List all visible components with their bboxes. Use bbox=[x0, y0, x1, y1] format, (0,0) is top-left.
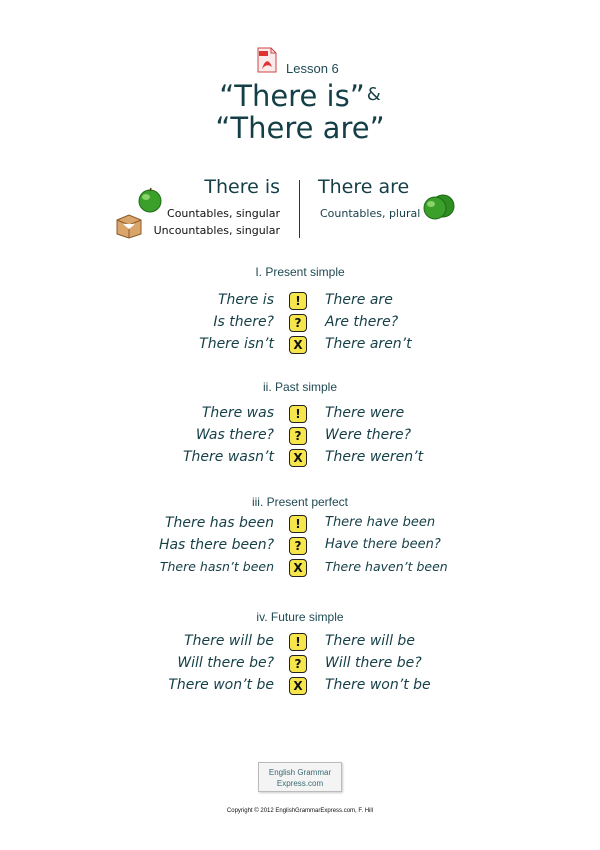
table-row bbox=[0, 449, 600, 471]
title-ampersand: & bbox=[366, 84, 381, 105]
question-icon: ? bbox=[289, 314, 307, 332]
logo-line1: English Grammar bbox=[268, 768, 332, 777]
copyright-text: Copyright © 2012 EnglishGrammarExpress.com, F. Hill bbox=[226, 808, 374, 814]
cross-icon: X bbox=[289, 559, 307, 577]
table-row bbox=[0, 655, 600, 677]
table-row bbox=[0, 677, 600, 699]
section-title-present-simple: I. Present simple bbox=[255, 265, 345, 279]
logo-line2: Express.com bbox=[276, 779, 324, 788]
row-left: Will there be? bbox=[177, 655, 274, 671]
row-left: There won’t be bbox=[168, 677, 274, 693]
row-right: There have been bbox=[325, 515, 436, 530]
green-apples-icon bbox=[422, 193, 456, 221]
row-left: There was bbox=[201, 405, 274, 421]
row-left: Is there? bbox=[213, 314, 274, 330]
row-left: There isn’t bbox=[199, 336, 274, 352]
row-right: There were bbox=[325, 405, 405, 421]
row-right: Will there be? bbox=[325, 655, 422, 671]
question-icon: ? bbox=[289, 537, 307, 555]
there-are-heading: There are bbox=[318, 176, 410, 198]
row-left: There hasn’t been bbox=[159, 559, 274, 574]
row-right: There haven’t been bbox=[325, 559, 448, 574]
question-icon: ? bbox=[289, 655, 307, 673]
question-icon: ? bbox=[289, 427, 307, 445]
exclamation-icon: ! bbox=[289, 405, 307, 423]
row-left: There is bbox=[217, 292, 274, 308]
section-title-present-perfect: iii. Present perfect bbox=[251, 495, 349, 509]
there-is-heading: There is bbox=[204, 176, 280, 198]
site-logo-badge[interactable] bbox=[258, 762, 342, 792]
pdf-file-icon bbox=[257, 47, 277, 73]
row-left: There will be bbox=[184, 633, 274, 649]
exclamation-icon: ! bbox=[289, 515, 307, 533]
table-row bbox=[0, 633, 600, 655]
exclamation-icon: ! bbox=[289, 633, 307, 651]
row-left: There has been bbox=[164, 515, 274, 531]
table-row bbox=[0, 405, 600, 427]
row-right: Are there? bbox=[325, 314, 399, 330]
row-right: Were there? bbox=[325, 427, 412, 443]
row-right: There won’t be bbox=[325, 677, 431, 693]
cross-icon: X bbox=[289, 677, 307, 695]
page-title-line2: “There are” bbox=[215, 111, 385, 145]
row-right: There are bbox=[325, 292, 393, 308]
column-divider bbox=[299, 180, 300, 238]
section-title-future-simple: iv. Future simple bbox=[256, 610, 344, 624]
row-right: There aren’t bbox=[325, 336, 412, 352]
page-title-line1 bbox=[0, 79, 600, 113]
lesson-label: Lesson 6 bbox=[286, 61, 339, 76]
cross-icon: X bbox=[289, 449, 307, 467]
section-title-past-simple: ii. Past simple bbox=[262, 380, 338, 394]
row-right: There will be bbox=[325, 633, 415, 649]
row-right: There weren’t bbox=[325, 449, 424, 465]
row-left: Was there? bbox=[195, 427, 274, 443]
exclamation-icon: ! bbox=[289, 292, 307, 310]
table-row bbox=[0, 537, 600, 559]
there-is-uncountables: Uncountables, singular bbox=[153, 224, 280, 237]
there-are-countables: Countables, plural bbox=[320, 207, 421, 220]
there-is-countables: Countables, singular bbox=[167, 207, 280, 220]
row-right: Have there been? bbox=[325, 537, 441, 552]
table-row bbox=[0, 292, 600, 314]
table-row bbox=[0, 515, 600, 537]
row-left: There wasn’t bbox=[183, 449, 274, 465]
table-row bbox=[0, 559, 600, 581]
cardboard-box-icon bbox=[114, 210, 144, 240]
table-row bbox=[0, 314, 600, 336]
table-row bbox=[0, 427, 600, 449]
row-left: Has there been? bbox=[158, 537, 274, 553]
table-row bbox=[0, 336, 600, 358]
cross-icon: X bbox=[289, 336, 307, 354]
title-there-is: “There is” bbox=[219, 79, 365, 113]
